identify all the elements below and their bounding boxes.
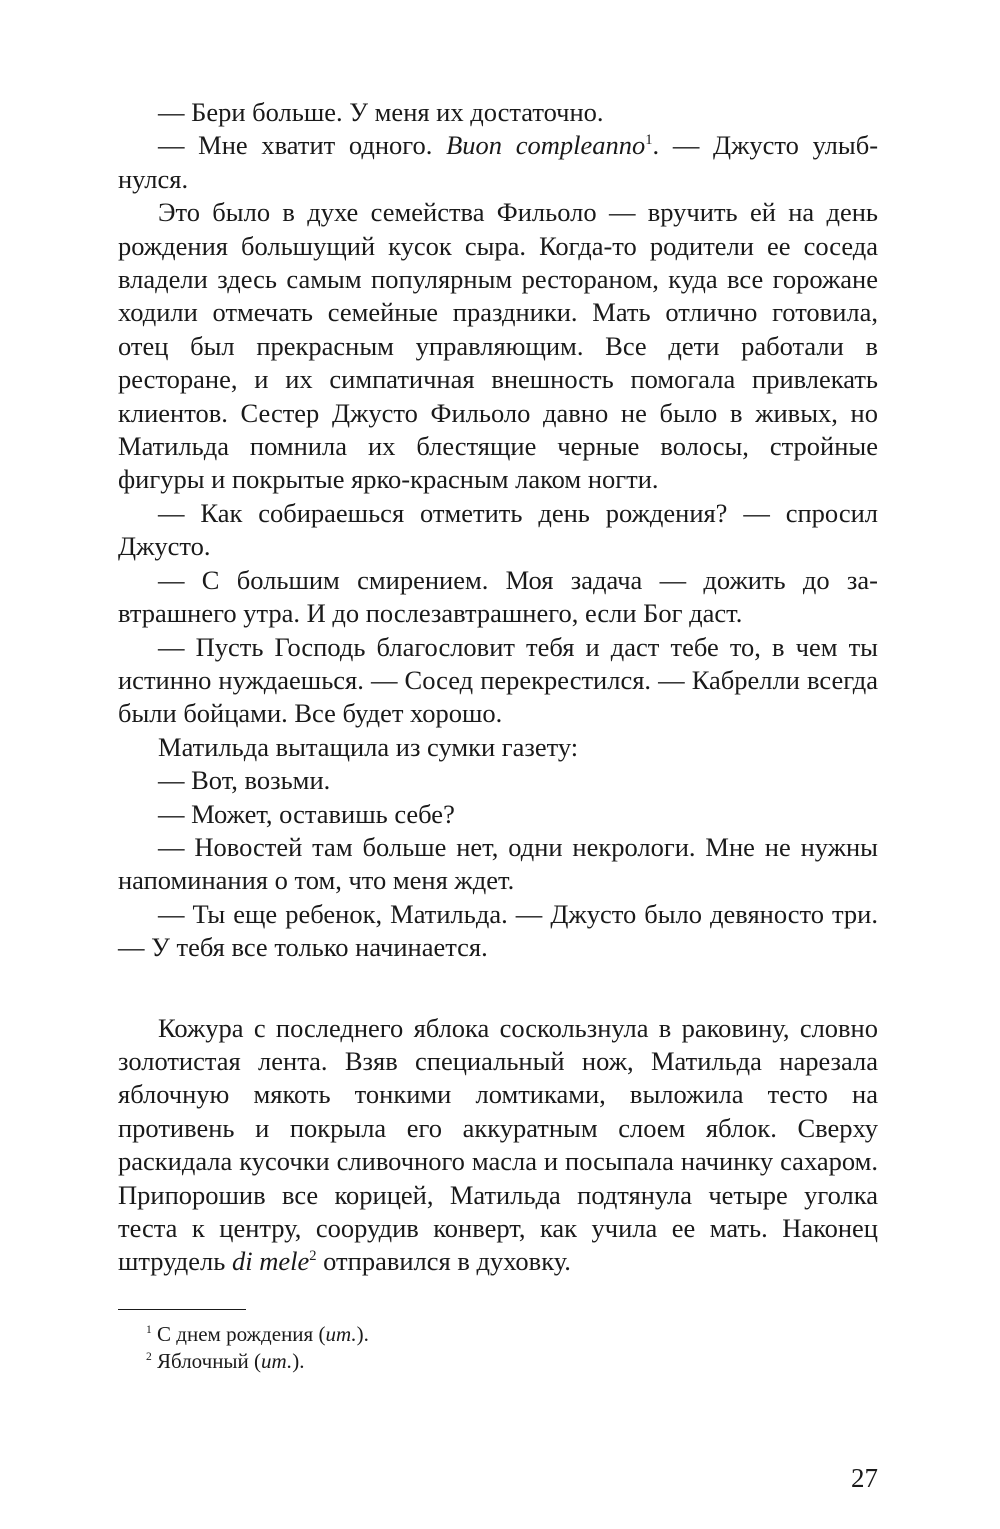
footnote-2-text-b: ). — [292, 1349, 305, 1373]
paragraph-6: — Пусть Господь благословит тебя и даст тебе то, в чем ты истинно нуждаешься. — Сосед перекрестился. — Кабрелли всегда были бойцами. Все будет хорошо. — [118, 631, 878, 729]
footnote-divider — [118, 1309, 246, 1310]
paragraph-2 — [118, 129, 878, 196]
footnote-2 — [118, 1348, 878, 1375]
paragraph-10: — Новостей там больше нет, одни некрологи. Мне не нужны напоминания о том, что меня ждет. — [118, 831, 878, 896]
italic-phrase-buon-compleanno: Buon compleanno — [446, 130, 646, 161]
paragraph-2-text-a: — Мне хватит одного. — [158, 130, 447, 161]
paragraph-12-text-a: Кожура с последнего яблока соскользнула в раковину, словно золотистая лента. Взяв специальный нож, Матильда нарезала яблочную мякоть тонкими ломтиками, выложила тесто на противень и покрыла его аккуратным слоем яблок. Сверху раскидала кусочки сливочного масла и посыпала начинку сахаром. Припорошив все корицей, Матильда подтянула четыре уголка теста к центру, соорудив конверт, как учила ее мать. Наконец штрудель — [118, 1012, 878, 1277]
footnote-1 — [118, 1321, 878, 1348]
paragraph-2-text-b: . — Джусто улыбнулся. — [118, 130, 879, 194]
paragraph-7: Матильда вытащила из сумки газету: — [158, 731, 579, 762]
paragraph-12 — [118, 1012, 878, 1279]
paragraph-3: Это было в духе семейства Фильоло — вручить ей на день рождения большущий кусок сыра. Когда-то родители ее соседа владели здесь самым популярным рестораном, куда все горожане ходили отмечать семейные праздники. Мать отлично готовила, отец был прекрасным управляющим. Все дети работали в ресторане, и их симпатичная внешность помогала привлекать клиентов. Сестер Джусто Фильоло давно не было в живых, но Матильда помнила их блестящие черные волосы, стройные фигуры и покрытые ярко-красным лаком ногти. — [118, 197, 878, 495]
footnote-1-text-b: ). — [356, 1322, 369, 1346]
italic-phrase-di-mele: di mele — [231, 1246, 310, 1277]
footnote-ref-1: 1 — [645, 132, 653, 149]
footnote-2-italic: ит. — [261, 1349, 293, 1373]
footnote-1-mark: 1 — [146, 1324, 152, 1336]
paragraph-8: — Вот, возьми. — [158, 765, 331, 796]
page-body — [118, 96, 878, 1279]
footnote-1-italic: ит. — [325, 1322, 357, 1346]
paragraph-4: — Как собираешься отметить день рождения? — спросил Джусто. — [118, 497, 878, 562]
paragraph-11: — Ты еще ребенок, Матильда. — Джусто было девяносто три. — У тебя все только начинается. — [118, 898, 878, 963]
footnote-2-mark: 2 — [146, 1351, 152, 1363]
page-number: 27 — [851, 1463, 878, 1493]
footnote-2-text-a: Яблочный ( — [151, 1349, 262, 1373]
paragraph-5: — С большим смирением. Моя задача — дожить до завтрашнего утра. И до послезавтрашнего, если Бог даст. — [118, 564, 878, 629]
footnote-ref-2: 2 — [309, 1248, 317, 1265]
paragraph-12-text-b: отправился в духовку. — [316, 1246, 571, 1277]
paragraph-9: — Может, оставишь себе? — [158, 798, 455, 829]
paragraph-1: — Бери больше. У меня их достаточно. — [158, 97, 604, 127]
footnote-1-text-a: С днем рождения ( — [151, 1322, 326, 1346]
section-break — [118, 965, 878, 1012]
footnotes — [118, 1321, 878, 1375]
